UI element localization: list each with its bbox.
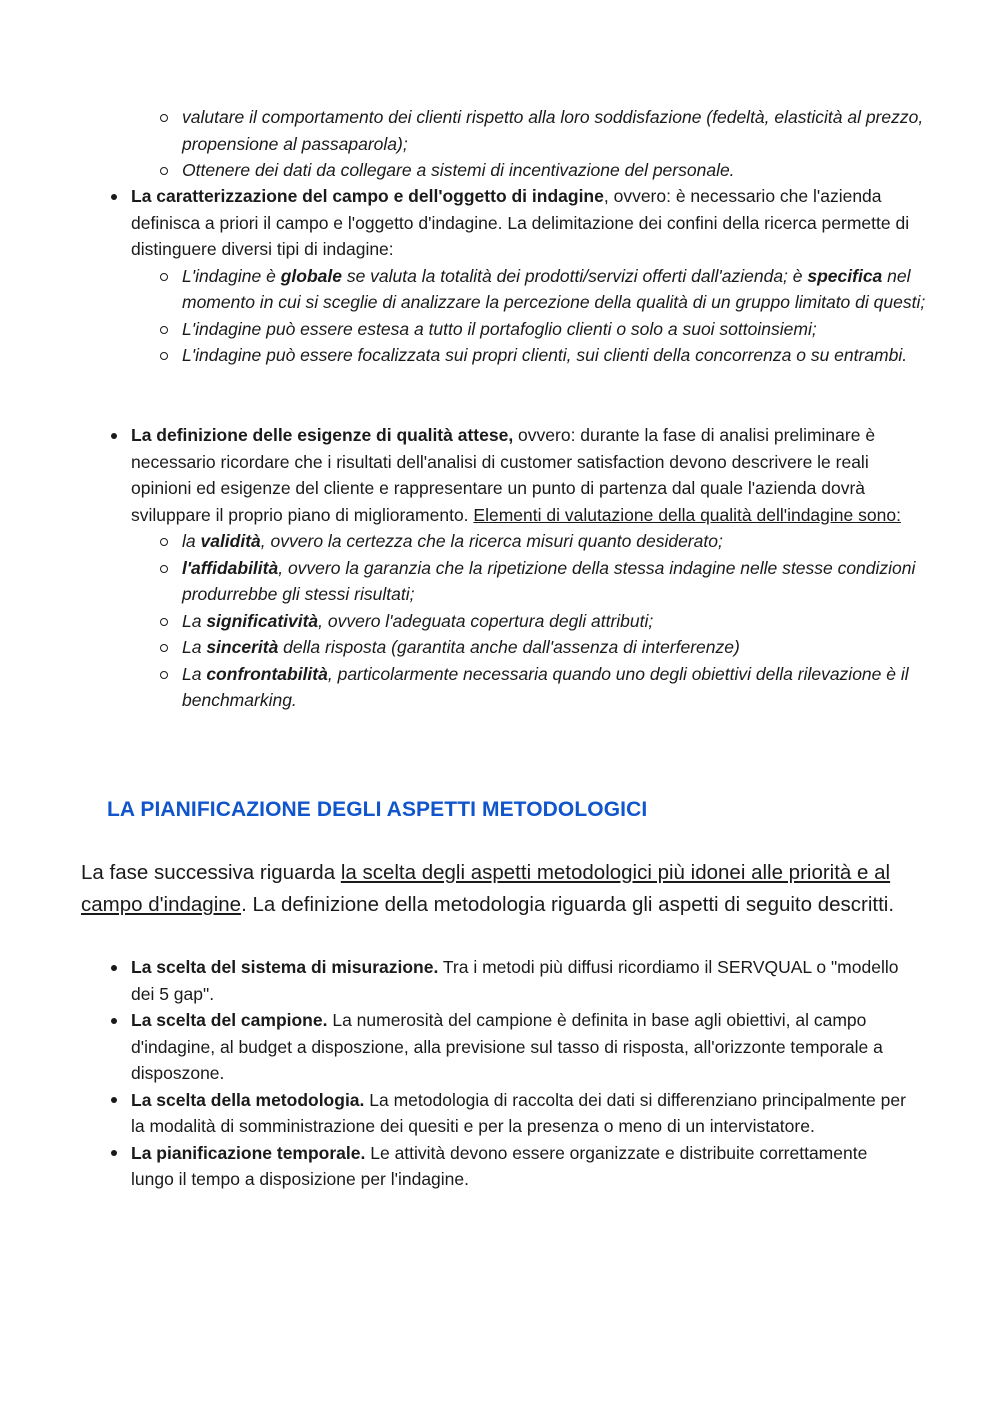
list-item <box>0 316 1000 343</box>
text-span: , ovvero la garanzia che la ripetizione della stessa indagine nelle stesse condizioni produrrebbe gli stessi risultati; <box>182 557 916 604</box>
quality-needs-block <box>0 422 1000 714</box>
bold-lead: La pianificazione temporale. <box>131 1142 366 1163</box>
list-item-text: La numerosità del campione è definita in base agli obiettivi, al campo d'indagine, al budget a disposzione, alla previsione sul tasso di risposta, all'orizzonte temporale a disposzone. <box>131 1010 883 1083</box>
bold-lead: La caratterizzazione del campo e dell'oggetto di indagine <box>131 186 604 206</box>
list-item-text: Tra i metodi più diffusi ricordiamo il SERVQUAL o "modello dei 5 gap". <box>131 957 899 1004</box>
text-span: della risposta (garantita anche dall'assenza di interferenze) <box>278 637 740 657</box>
text-span: se valuta la totalità dei prodotti/servizi offerti dall'azienda; è <box>341 265 808 286</box>
list-item <box>0 1140 1000 1193</box>
list-item <box>0 104 1000 157</box>
sublist <box>0 528 1000 714</box>
field-characterization-block <box>0 183 1000 369</box>
bold-term: globale <box>280 265 342 286</box>
list-item-text: L'indagine può essere focalizzata sui propri clienti, sui clienti della concorrenza o su entrambi. <box>182 345 908 365</box>
methodology-list-block <box>0 954 1000 1193</box>
underlined-text: Elementi di valutazione della qualità dell'indagine sono: <box>473 504 901 525</box>
bold-term: l'affidabilità <box>182 557 279 578</box>
bold-lead: La scelta del campione. <box>131 1010 328 1030</box>
list-item <box>0 634 1000 661</box>
list-item <box>0 661 1000 714</box>
list-item <box>0 263 1000 316</box>
list-item <box>0 528 1000 555</box>
list-item-text: Le attività devono essere organizzate e distribuite correttamente lungo il tempo a disposizione per l'indagine. <box>131 1142 868 1189</box>
sublist <box>0 263 1000 369</box>
objectives-sublist-block <box>0 104 1000 184</box>
bold-term: confrontabilità <box>206 663 328 684</box>
list-item <box>0 555 1000 608</box>
text-span: La <box>182 610 207 631</box>
text-span: La <box>182 663 207 684</box>
list-item <box>0 342 1000 369</box>
bullet-list <box>0 183 1000 263</box>
list-item-text: valutare il comportamento dei clienti rispetto alla loro soddisfazione (fedeltà, elasticità al prezzo, propensione al passaparola); <box>182 107 924 154</box>
list-item <box>0 157 1000 184</box>
bold-lead: La scelta del sistema di misurazione. <box>131 957 439 977</box>
text-span: , particolarmente necessaria quando uno degli obiettivi della rilevazione è il benchmarking. <box>182 663 909 710</box>
intro-paragraph <box>81 857 921 921</box>
text-span: , ovvero l'adeguata copertura degli attributi; <box>318 610 654 631</box>
text-span: la <box>182 531 201 551</box>
bullet-list <box>0 954 1000 1193</box>
bold-term: significatività <box>206 610 319 631</box>
list-item <box>0 1087 1000 1140</box>
list-item <box>0 422 1000 528</box>
list-item-text: , ovvero: è necessario che l'azienda definisca a priori il campo e l'oggetto d'indagine. La delimitazione dei confini della ricerca permette di distinguere diversi tipi di indagine: <box>131 186 910 259</box>
list-item <box>0 608 1000 635</box>
text-span: La fase successiva riguarda <box>81 861 341 884</box>
list-item-text: Ottenere dei dati da collegare a sistemi di incentivazione del personale. <box>182 160 735 180</box>
bold-term: validità <box>200 531 261 551</box>
bold-lead: La definizione delle esigenze di qualità attese, <box>131 425 514 445</box>
section-heading: LA PIANIFICAZIONE DEGLI ASPETTI METODOLOGICI <box>107 798 648 821</box>
bullet-list <box>0 422 1000 528</box>
bold-lead: La scelta della metodologia. <box>131 1089 365 1110</box>
list-item <box>0 954 1000 1007</box>
list-item-text: ovvero: durante la fase di analisi preliminare è necessario ricordare che i risultati dell'analisi di customer satisfaction devono descrivere le reali opinioni ed esigenze del cliente e rappresentare un punto di partenza dal quale l'azienda dovrà sviluppare il proprio piano di miglioramento. <box>131 425 876 525</box>
list-item <box>0 183 1000 263</box>
text-span: . La definizione della metodologia riguarda gli aspetti di seguito descritti. <box>241 893 895 916</box>
text-span: La <box>182 637 207 657</box>
bold-term: sincerità <box>206 637 279 657</box>
text-span: , ovvero la certezza che la ricerca misuri quanto desiderato; <box>260 531 723 551</box>
text-span: L'indagine è <box>182 265 281 286</box>
text-span: nel momento in cui si sceglie di analizzare la percezione della qualità di un gruppo limitato di questi; <box>182 265 926 312</box>
objectives-sublist <box>0 104 1000 184</box>
underlined-text: la scelta degli aspetti metodologici più idonei alle priorità e al campo d'indagine <box>81 861 891 916</box>
list-item-text: La metodologia di raccolta dei dati si differenziano principalmente per la modalità di somministrazione dei quesiti e per la presenza o meno di un intervistatore. <box>131 1089 906 1136</box>
list-item <box>0 1007 1000 1087</box>
list-item-text: L'indagine può essere estesa a tutto il portafoglio clienti o solo a suoi sottoinsiemi; <box>182 318 817 339</box>
bold-term: specifica <box>807 265 883 286</box>
